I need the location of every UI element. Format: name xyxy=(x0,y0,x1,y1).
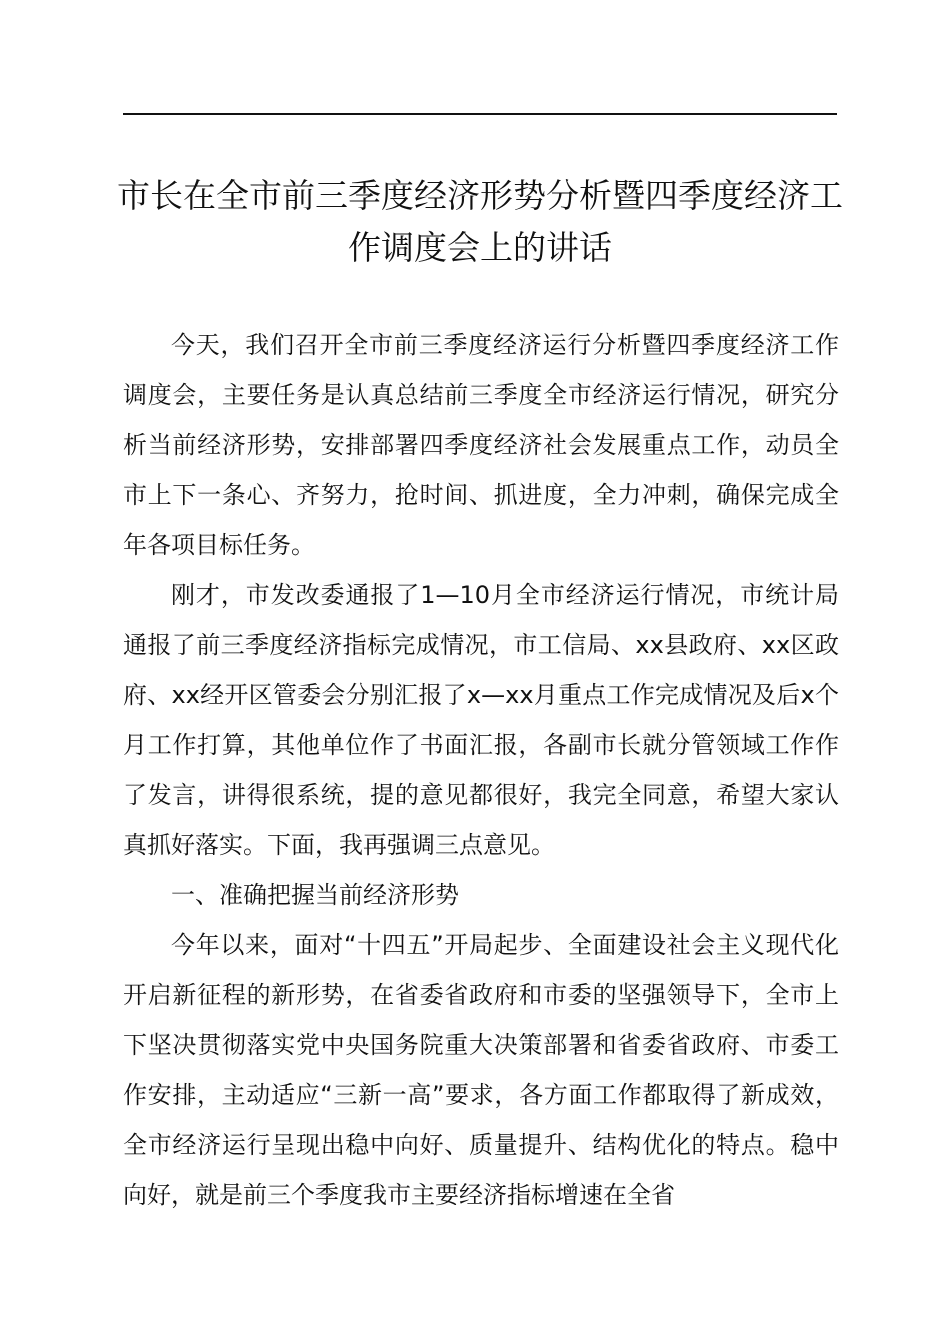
paragraph-reports: 刚才，市发改委通报了1—10月全市经济运行情况，市统计局通报了前三季度经济指标完成情况，市工信局、xx县政府、xx区政府、xx经开区管委会分别汇报了x—xx月重点工作完成情况及后x个月工作打算，其他单位作了书面汇报，各副市长就分管领域工作作了发言，讲得很系统，提的意见都很好，我完全同意，希望大家认真抓好落实。下面，我再强调三点意见。 xyxy=(123,581,839,859)
paragraph-intro: 今天，我们召开全市前三季度经济运行分析暨四季度经济工作调度会，主要任务是认真总结前三季度全市经济运行情况，研究分析当前经济形势，安排部署四季度经济社会发展重点工作，动员全市上下一条心、齐努力，抢时间、抓进度，全力冲刺，确保完成全年各项目标任务。 xyxy=(123,331,839,559)
document-title: 市长在全市前三季度经济形势分析暨四季度经济工作调度会上的讲话 xyxy=(117,176,843,267)
section-heading: 一、准确把握当前经济形势 xyxy=(171,881,459,909)
header-rule xyxy=(123,113,837,115)
paragraph-section-one: 今年以来，面对“十四五”开局起步、全面建设社会主义现代化开启新征程的新形势，在省委省政府和市委的坚强领导下，全市上下坚决贯彻落实党中央国务院重大决策部署和省委省政府、市委工作安排，主动适应“三新一高”要求，各方面工作都取得了新成效，全市经济运行呈现出稳中向好、质量提升、结构优化的特点。稳中向好，就是前三个季度我市主要经济指标增速在全省 xyxy=(123,931,839,1209)
document-body xyxy=(123,320,839,1220)
